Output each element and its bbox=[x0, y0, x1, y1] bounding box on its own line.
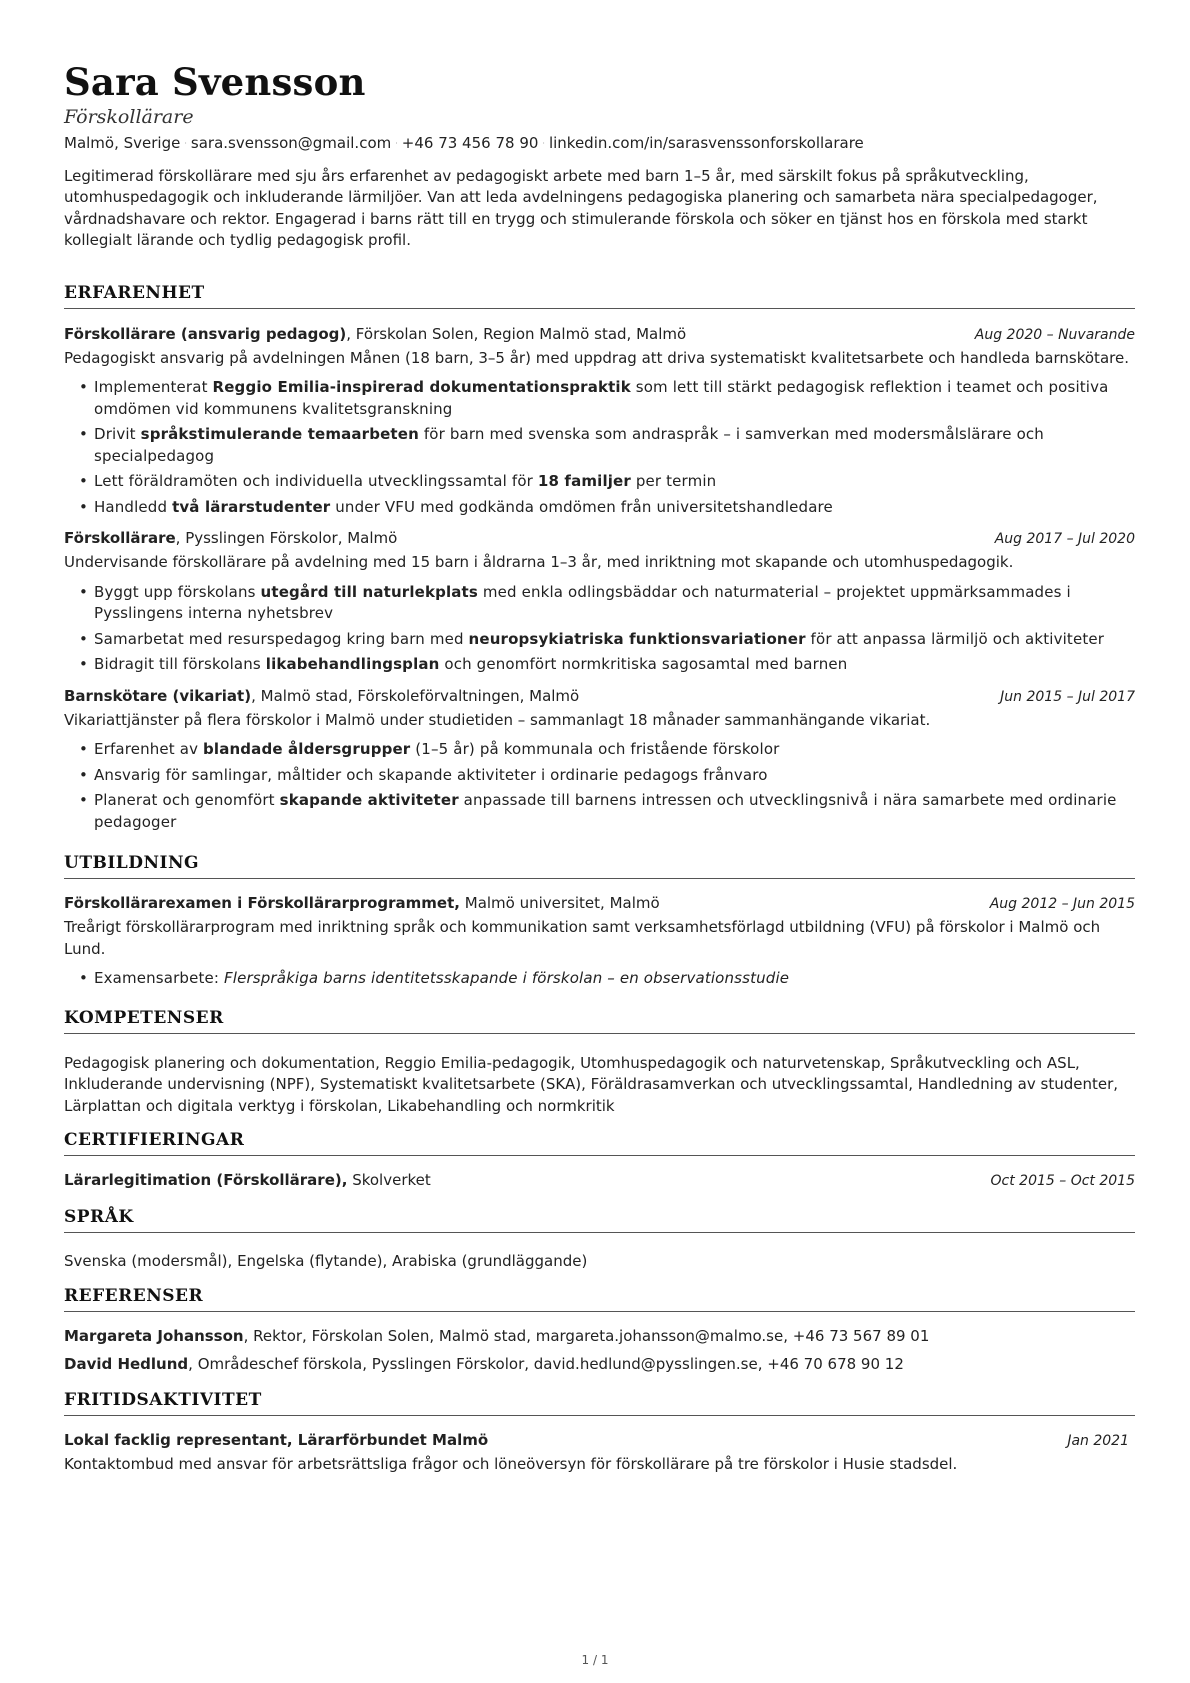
bullet-text: anpassade till barnens intressen och utvecklingsnivå i nära samarbete med ordinarie pedagoger bbox=[94, 791, 1117, 831]
bullet-glyph: • bbox=[79, 655, 88, 673]
entry-org: , Pysslingen Förskolor, Malmö bbox=[175, 529, 398, 547]
education-description: Treårigt förskollärarprogram med inriktning språk och kommunikation samt verksamhetsförlagd utbildning (VFU) på förskolor i Malmö och Lund. bbox=[64, 918, 1101, 958]
contact-linkedin[interactable]: linkedin.com/in/sarasvenssonforskollarare bbox=[548, 134, 864, 152]
bullet-text: för barn med svenska som andraspråk – i samverkan med modersmålslärare och specialpedagog bbox=[94, 425, 1044, 465]
entry-date: Jun 2015 – Jul 2017 bbox=[1000, 688, 1135, 705]
skills-list: Pedagogisk planering och dokumentation, Reggio Emilia-pedagogik, Utomhuspedagogik och naturvetenskap, Språkutveckling och ASL, Inkluderande undervisning (NPF), Systematiskt kvalitetsarbete (SKA), Föräldrasamverkan och utvecklingssamtal, Handledning av studenter, Lärplattan och digitala verktyg i förskolan, Likabehandling och normkritik bbox=[64, 1053, 1119, 1115]
entry-header bbox=[64, 1430, 1135, 1452]
entry-description: Pedagogiskt ansvarig på avdelningen Månen (18 barn, 3–5 år) med uppdrag att driva systematiskt kvalitetsarbete och handleda barnskötare. bbox=[64, 348, 1129, 367]
entry-org: , Förskolan Solen, Region Malmö stad, Malmö bbox=[346, 324, 687, 343]
certification-issuer: Skolverket bbox=[347, 1171, 431, 1189]
candidate-title: Förskollärare bbox=[64, 106, 194, 128]
profile-summary: Legitimerad förskollärare med sju års erfarenhet av pedagogiskt arbete med barn 1–5 år, med särskilt fokus på språkutveckling, utomhuspedagogik och inkluderande lärmiljöer. Van att leda avdelningens pedagogiska planering och samarbeta nära specialpedagoger, vårdnadshavare och rektor. Engagerad i barns rätt till en trygg och stimulerande förskola och söker en tjänst hos en förskola med starkt kollegialt lärande och tydlig pedagogisk profil. bbox=[64, 166, 1098, 249]
entry-date: Aug 2020 – Nuvarande bbox=[974, 326, 1135, 343]
bullet-item bbox=[64, 765, 1135, 787]
candidate-name: Sara Svensson bbox=[64, 60, 366, 104]
section-heading-skills: KOMPETENSER bbox=[64, 1008, 1135, 1034]
bullet-text: Drivit bbox=[94, 425, 141, 443]
languages-list: Svenska (modersmål), Engelska (flytande), Arabiska (grundläggande) bbox=[64, 1252, 588, 1270]
thesis-label: Examensarbete: bbox=[94, 969, 224, 987]
bullet-item bbox=[64, 497, 1135, 519]
entry-description: Vikariattjänster på flera förskolor i Malmö under studietiden – sammanlagt 18 månader sammanhängande vikariat. bbox=[64, 710, 931, 729]
bullet-text: Lett föräldramöten och individuella utvecklingssamtal för bbox=[94, 472, 538, 490]
entry-org: , Malmö stad, Förskoleförvaltningen, Malmö bbox=[251, 686, 580, 705]
bullet-item bbox=[64, 377, 1135, 420]
education-entry bbox=[64, 893, 1135, 990]
bullet-highlight: blandade åldersgrupper bbox=[203, 740, 411, 758]
entry-description: Undervisande förskollärare på avdelning med 15 barn i åldrarna 1–3 år, med inriktning mot skapande och utomhuspedagogik. bbox=[64, 553, 1014, 571]
section-heading-experience: ERFARENHET bbox=[64, 283, 1135, 309]
bullet-list bbox=[64, 377, 1135, 518]
bullet-item bbox=[64, 471, 1135, 493]
certification-name: Lärarlegitimation (Förskollärare), bbox=[64, 1171, 348, 1189]
contact-phone[interactable]: +46 73 456 78 90 bbox=[401, 134, 539, 152]
contact-separator: · bbox=[542, 138, 545, 148]
bullet-glyph: • bbox=[79, 472, 88, 490]
bullet-glyph: • bbox=[79, 629, 88, 648]
certification-entry bbox=[64, 1170, 1135, 1192]
section-heading-activities: FRITIDSAKTIVITET bbox=[64, 1390, 1135, 1416]
bullet-list bbox=[64, 968, 1135, 990]
bullet-item bbox=[64, 790, 1135, 833]
bullet-highlight: Reggio Emilia-inspirerad dokumentationspraktik bbox=[212, 378, 631, 396]
entry-role: Förskollärare (ansvarig pedagog) bbox=[64, 324, 347, 343]
bullet-text: och genomfört normkritiska sagosamtal med barnen bbox=[439, 655, 848, 673]
bullet-glyph: • bbox=[79, 582, 88, 601]
contact-separator: · bbox=[395, 138, 398, 148]
bullet-text: för att anpassa lärmiljö och aktiviteter bbox=[805, 629, 1105, 648]
bullet-item bbox=[64, 424, 1135, 467]
bullet-highlight: två lärarstudenter bbox=[172, 497, 331, 516]
bullet-highlight: neuropsykiatriska funktionsvariationer bbox=[468, 629, 806, 648]
bullet-text: Handledd bbox=[94, 497, 173, 516]
bullet-glyph: • bbox=[79, 765, 88, 784]
bullet-highlight: likabehandlingsplan bbox=[265, 655, 440, 673]
contact-email[interactable]: sara.svensson@gmail.com bbox=[190, 134, 392, 152]
contact-line bbox=[64, 133, 1135, 154]
bullet-text: som lett till stärkt pedagogisk reflektion i teamet och positiva omdömen vid kommunens kvalitetsgranskning bbox=[94, 378, 1109, 418]
school-name: Malmö universitet, Malmö bbox=[459, 894, 660, 912]
bullet-text: Implementerat bbox=[94, 378, 213, 396]
activity-description: Kontaktombud med ansvar för arbetsrättsliga frågor och löneöversyn för förskollärare på tre förskolor i Husie stadsdel. bbox=[64, 1454, 958, 1473]
bullet-text: under VFU med godkända omdömen från universitetshandledare bbox=[330, 497, 833, 516]
bullet-text: Byggt upp förskolans bbox=[94, 582, 261, 601]
section-heading-languages: SPRÅK bbox=[64, 1207, 1135, 1233]
reference-entry bbox=[64, 1326, 1135, 1348]
reference-detail: , Rektor, Förskolan Solen, Malmö stad, margareta.johansson@malmo.se, +46 73 567 89 01 bbox=[243, 1326, 930, 1345]
reference-name: David Hedlund bbox=[64, 1355, 189, 1373]
experience-entry bbox=[64, 324, 1135, 519]
contact-location: Malmö, Sverige bbox=[64, 134, 181, 152]
bullet-glyph: • bbox=[79, 969, 88, 987]
bullet-highlight: skapande aktiviteter bbox=[279, 791, 459, 809]
bullet-highlight: språkstimulerande temaarbeten bbox=[140, 425, 419, 443]
entry-date: Aug 2017 – Jul 2020 bbox=[994, 531, 1135, 547]
bullet-list bbox=[64, 739, 1135, 833]
experience-entry bbox=[64, 528, 1135, 676]
reference-name: Margareta Johansson bbox=[64, 1326, 244, 1345]
activity-entry bbox=[64, 1430, 1135, 1476]
contact-separator: · bbox=[184, 138, 187, 148]
entry-date: Aug 2012 – Jun 2015 bbox=[989, 896, 1135, 912]
bullet-item bbox=[64, 739, 1135, 761]
section-heading-references: REFERENSER bbox=[64, 1286, 1135, 1312]
bullet-glyph: • bbox=[79, 740, 88, 758]
page-number: 1 / 1 bbox=[581, 1653, 609, 1667]
bullet-item bbox=[64, 654, 1135, 676]
bullet-item bbox=[64, 629, 1135, 651]
bullet-list bbox=[64, 582, 1135, 676]
bullet-text: Ansvarig för samlingar, måltider och skapande aktiviteter i ordinarie pedagogs frånvaro bbox=[94, 765, 768, 784]
bullet-text: per termin bbox=[630, 472, 717, 490]
thesis-title: Flerspråkiga barns identitetsskapande i förskolan – en observationsstudie bbox=[224, 969, 790, 987]
experience-entry bbox=[64, 686, 1135, 834]
resume-page bbox=[64, 60, 1135, 1475]
bullet-highlight: utegård till naturlekplats bbox=[260, 582, 478, 601]
section-heading-certifications: CERTIFIERINGAR bbox=[64, 1130, 1135, 1156]
bullet-text: (1–5 år) på kommunala och fristående förskolor bbox=[410, 740, 780, 758]
bullet-glyph: • bbox=[79, 497, 88, 516]
section-heading-education: UTBILDNING bbox=[64, 853, 1135, 879]
bullet-glyph: • bbox=[79, 791, 88, 809]
entry-role: Förskollärare bbox=[64, 529, 176, 547]
reference-entry bbox=[64, 1354, 1135, 1376]
bullet-text: med enkla odlingsbäddar och naturmaterial – projektet uppmärksammades i Pysslingens interna nyhetsbrev bbox=[94, 582, 1071, 622]
bullet-text: Samarbetat med resurspedagog kring barn med bbox=[94, 629, 469, 648]
entry-header bbox=[64, 528, 1135, 550]
reference-detail: , Områdeschef förskola, Pysslingen Förskolor, david.hedlund@pysslingen.se, +46 70 678 90 12 bbox=[188, 1355, 904, 1373]
bullet-highlight: 18 familjer bbox=[537, 472, 631, 490]
bullet-text: Erfarenhet av bbox=[94, 740, 204, 758]
entry-date: Oct 2015 – Oct 2015 bbox=[990, 1173, 1135, 1189]
bullet-glyph: • bbox=[79, 378, 88, 396]
bullet-glyph: • bbox=[79, 425, 88, 443]
bullet-item bbox=[64, 968, 1135, 990]
entry-header bbox=[64, 324, 1135, 346]
entry-header bbox=[64, 686, 1135, 708]
entry-role: Barnskötare (vikariat) bbox=[64, 686, 252, 705]
bullet-text: Planerat och genomfört bbox=[94, 791, 280, 809]
degree-name: Förskollärarexamen i Förskollärarprogrammet, bbox=[64, 894, 460, 912]
activity-role: Lokal facklig representant, Lärarförbundet Malmö bbox=[64, 1430, 489, 1449]
entry-date: Jan 2021 bbox=[1067, 1432, 1129, 1449]
bullet-text: Bidragit till förskolans bbox=[94, 655, 266, 673]
entry-header bbox=[64, 893, 1135, 915]
bullet-item bbox=[64, 582, 1135, 625]
